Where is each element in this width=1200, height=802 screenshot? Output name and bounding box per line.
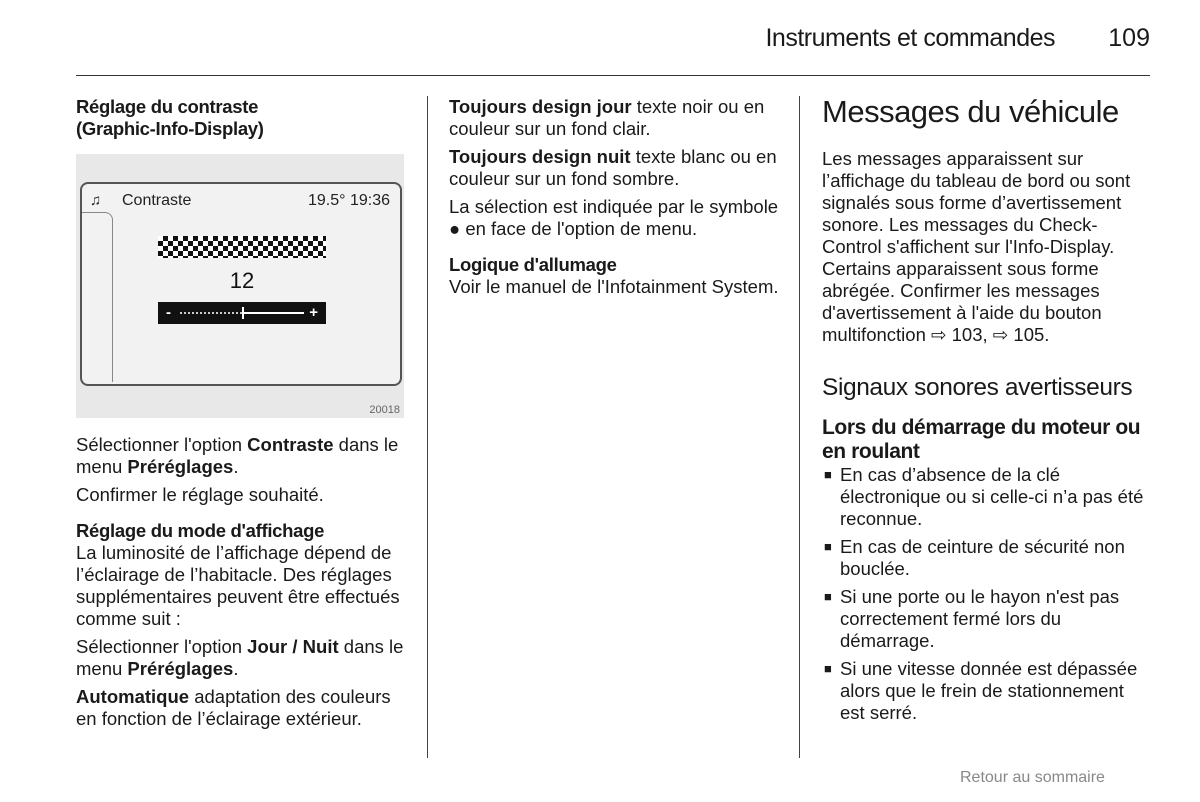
list-item: ■ En cas d’absence de la clé électronique ou si celle-ci n’a pas été reconnue. <box>822 464 1152 530</box>
column-1-body <box>76 434 411 736</box>
header-divider <box>76 75 1150 76</box>
contrast-value: 12 <box>229 268 255 293</box>
music-note-icon: ♫ <box>90 192 102 209</box>
section-title: Instruments et commandes <box>765 24 1055 52</box>
paragraph-confirm: Confirmer le réglage souhaité. <box>76 484 324 505</box>
list-item: ■ Si une porte ou le hayon n'est pas correctement fermé lors du démarrage. <box>822 586 1152 652</box>
heading-ignition-logic: Logique d'allumage <box>449 254 617 275</box>
contrast-test-pattern <box>158 236 326 258</box>
paragraph-select-daynight: Sélectionner l'option Jour / Nuit dans le menu Préréglages. <box>76 636 404 679</box>
column-3 <box>822 94 1152 730</box>
slider-fill <box>242 312 304 314</box>
slider-track <box>180 312 242 316</box>
figure-code: 20018 <box>369 404 400 416</box>
subheading-engine-start: Lors du démarrage du moteur ou en roulant <box>822 416 1141 463</box>
paragraph-automatic: Automatique adaptation des couleurs en fonction de l’éclairage extérieur. <box>76 686 391 729</box>
paragraph-infotainment: Voir le manuel de l'Infotainment System. <box>449 276 779 297</box>
list-item: ■ Si une vitesse donnée est dépassée alors que le frein de stationnement est serré. <box>822 658 1152 724</box>
paragraph-messages-intro: Les messages apparaissent sur l’affichage du tableau de bord ou sont signalés sous forme d’avertissement sonore. Les messages du Check-Control s'affichent sur l'Info-Display. Certains apparaissent sous forme abrégée. Confirmer les messages d'avertissement à l'aide du bouton multifonction ⇨ 103, ⇨ 105. <box>822 148 1131 345</box>
column-divider-1 <box>427 96 428 758</box>
contrast-slider <box>158 302 326 324</box>
info-display-screen <box>80 182 402 386</box>
paragraph-select-contrast: Sélectionner l'option Contraste dans le menu Préréglages. <box>76 434 399 477</box>
heading-contrast-line1: Réglage du contraste <box>76 96 259 117</box>
back-to-contents-link[interactable]: Retour au sommaire <box>960 769 1105 786</box>
heading-display-mode: Réglage du mode d'affichage <box>76 520 325 541</box>
screen-status: 19.5° 19:36 <box>307 192 390 209</box>
page-number: 109 <box>1108 24 1150 52</box>
paragraph-day-design: Toujours design jour texte noir ou en couleur sur un fond clair. <box>449 96 765 139</box>
paragraph-luminosity: La luminosité de l’affichage dépend de l’éclairage de l’habitacle. Des réglages supplémentaires peuvent être effectués comme suit : <box>76 542 400 629</box>
screen-label: Contraste <box>122 192 192 209</box>
column-divider-2 <box>799 96 800 758</box>
subtitle-warning-chimes: Signaux sonores avertisseurs <box>822 374 1133 401</box>
paragraph-night-design: Toujours design nuit texte blanc ou en couleur sur un fond sombre. <box>449 146 777 189</box>
heading-contrast-line2: (Graphic-Info-Display) <box>76 118 264 139</box>
warning-list <box>822 464 1152 724</box>
list-item: ■ En cas de ceinture de sécurité non bouclée. <box>822 536 1152 580</box>
slider-minus: - <box>166 304 171 321</box>
column-2 <box>449 96 779 304</box>
slider-knob <box>242 307 244 319</box>
paragraph-selection: La sélection est indiquée par le symbole ● en face de l'option de menu. <box>449 196 779 239</box>
slider-plus: + <box>309 304 318 321</box>
title-vehicle-messages: Messages du véhicule <box>822 94 1119 129</box>
display-figure <box>76 154 404 418</box>
column-1 <box>76 96 411 140</box>
